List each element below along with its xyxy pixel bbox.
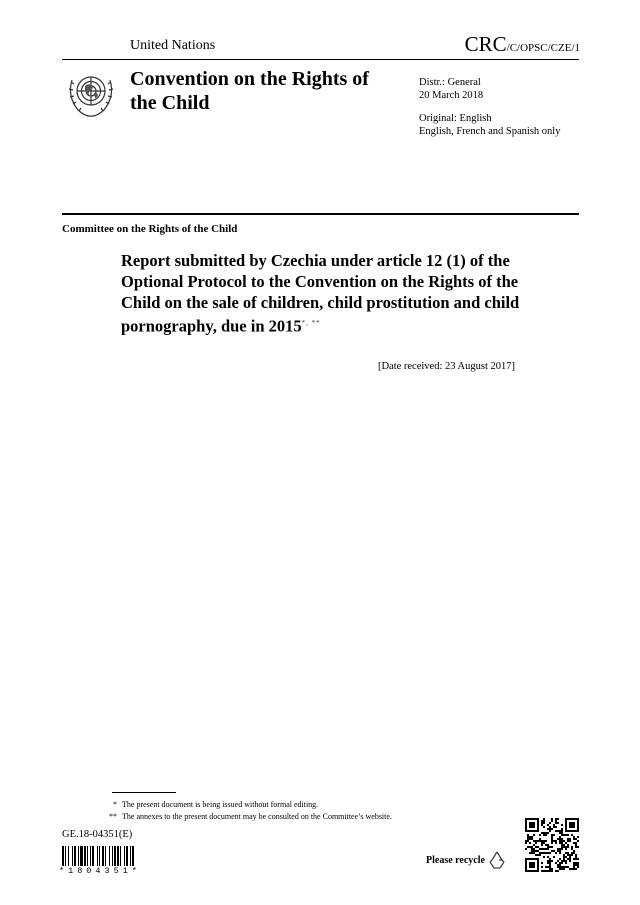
date-received: [Date received: 23 August 2017] xyxy=(377,361,515,372)
document-meta xyxy=(419,76,560,138)
document-symbol xyxy=(465,32,580,57)
footnote-text: The annexes to the present document may be consulted on the Committee’s website. xyxy=(122,812,392,821)
footnote-item xyxy=(95,799,392,811)
body-title: Convention on the Rights of the Child xyxy=(130,68,369,114)
distribution: Distr.: General xyxy=(419,77,481,88)
footnote-item xyxy=(95,811,392,823)
organization-name: United Nations xyxy=(130,38,216,53)
original-language: Original: English xyxy=(419,113,492,124)
report-title xyxy=(121,250,541,337)
header-rule xyxy=(62,59,579,60)
barcode-number: *1804351* xyxy=(59,866,141,876)
symbol-suffix: /C/OPSC/CZE/1 xyxy=(506,42,580,54)
barcode-icon xyxy=(62,846,158,866)
footnotes xyxy=(95,799,392,823)
footnote-text: The present document is being issued without formal editing. xyxy=(122,800,319,809)
report-title-text: Report submitted by Czechia under article 12 (1) of the Optional Protocol to the Convention on the Rights of the Child on the sale of children, child prostitution and child pornography, due in 2015 xyxy=(121,251,520,336)
qr-code-icon xyxy=(525,818,579,872)
section-rule xyxy=(62,213,579,215)
footnote-mark: * xyxy=(113,800,117,809)
committee-name: Committee on the Rights of the Child xyxy=(62,223,238,235)
un-emblem-icon xyxy=(64,66,118,120)
symbol-main: CRC xyxy=(464,32,507,56)
job-number: GE.18-04351(E) xyxy=(62,829,133,840)
recycle-icon xyxy=(486,849,508,871)
languages: English, French and Spanish only xyxy=(419,126,561,137)
recycle-label: Please recycle xyxy=(426,855,485,866)
footnote-rule xyxy=(112,792,176,793)
footnote-mark: ** xyxy=(109,812,117,821)
footnote-marks: *, ** xyxy=(301,319,321,327)
issue-date: 20 March 2018 xyxy=(419,90,484,101)
